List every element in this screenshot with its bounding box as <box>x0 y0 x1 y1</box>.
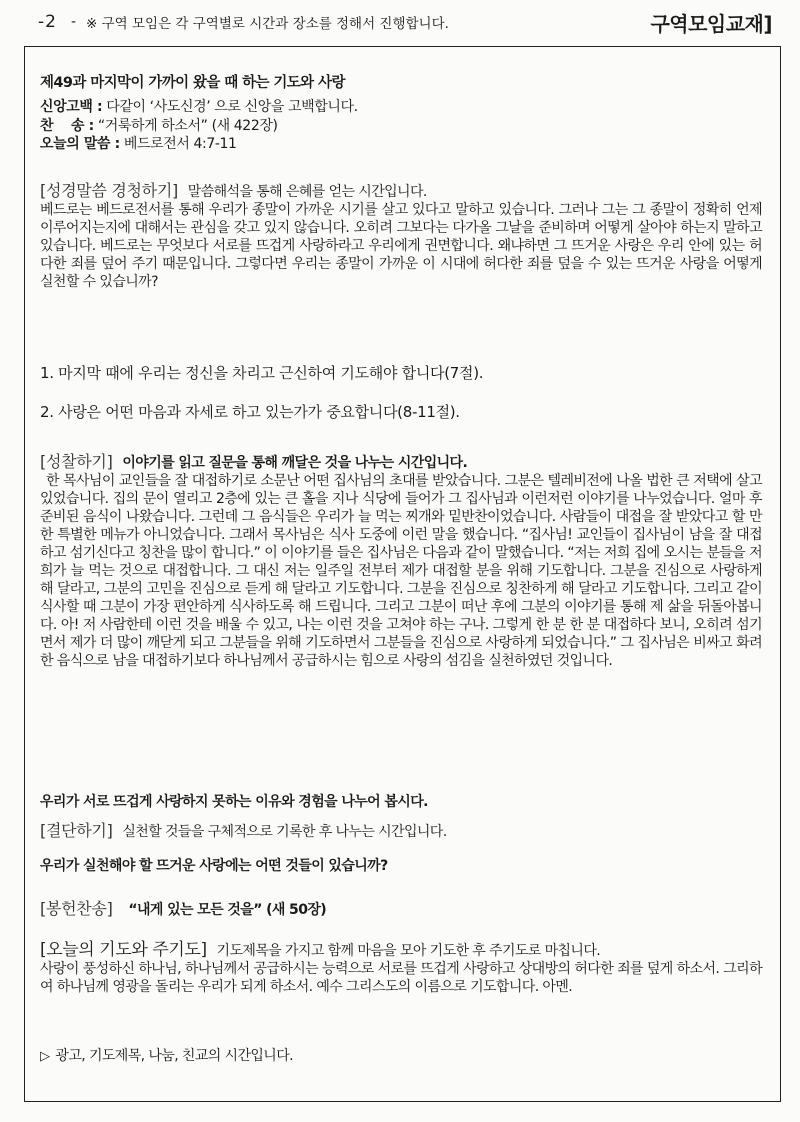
page-number: -2 <box>38 12 57 32</box>
header-notice: ※ 구역 모임은 각 구역별로 시간과 장소를 정해서 진행합니다. <box>86 16 449 32</box>
closing-line <box>40 1047 762 1066</box>
hymn-value: “거룩하게 하소서” (새 422장) <box>97 117 278 134</box>
reflect-question: 우리가 서로 뜨겁게 사랑하지 못하는 이유와 경험을 나누어 봅시다. <box>40 794 428 810</box>
confession-label: 신앙고백 : <box>40 99 103 115</box>
prayer-desc: 기도제목을 가지고 함께 마음을 모아 기도한 후 주기도로 마칩니다. <box>216 943 601 959</box>
decide-heading: [결단하기] <box>40 821 113 840</box>
listen-heading: [성경말씀 경청하기] <box>40 181 178 200</box>
triangle-right-icon: ▷ <box>40 1049 50 1064</box>
reflect-body: 한 목사님이 교인들을 잘 대접하기로 소문난 어떤 집사님의 초대를 받았습니다. 그분은 텔레비전에 나올 법한 큰 저택에 살고 있었습니다. 집의 문이 열리고 2층에 있는 큰 홀을 지나 식당에 들어가 그 집사님과 이런저런 이야기를 나누었습니다. 얼마 후 준비된 음식이 나왔습니다. 그런데 그 음식들은 우리가 늘 먹는 찌개와 밑반찬이었습니다. 사람들이 대접을 잘 받았다고 할 만한 특별한 메뉴가 아니었습니다. 그래서 목사님은 식사 도중에 이런 말을 했습니다. “집사님! 교인들이 집사님이 남을 잘 대접하고 섬기신다고 칭찬을 많이 합니다.” 이 이야기를 들은 집사님은 다음과 같이 말했습니다. “저는 저희 집에 오시는 분들을 저희가 늘 먹는 것으로 대접합니다. 그 대신 저는 일주일 전부터 제가 대접할 분을 위해 기도합니다. 그분을 진심으로 사랑하게 해 달라고, 그분의 고민을 진심으로 듣게 해 달라고 기도합니다. 그분을 진심으로 칭찬하게 해 달라고 기도합니다. 그리고 같이 식사할 때 그분이 가장 편안하게 식사하도록 해 드립니다. 그리고 그분이 떠난 후에 그분의 이야기를 통해 제 삶을 뒤돌아봅니다. 아! 저 사람한테 이런 것을 배울 수 있고, 나는 이런 것을 고쳐야 하는 구나. 그렇게 한 분 한 분 대접하다 보니, 오히려 섬기면서 제가 더 많이 깨닫게 되고 그분들을 위해 기도하면서 그분들을 진심으로 사랑하게 되었습니다.” 그 집사님은 비싸고 화려한 음식으로 남을 대접하기보다 하나님께서 공급하시는 힘으로 사랑의 섬김을 실천하였던 것입니다. <box>40 473 762 669</box>
header-dash: - <box>70 14 77 30</box>
listen-body: 베드로는 베드로전서를 통해 우리가 종말이 가까운 시기를 살고 있다고 말하고 있습니다. 그러나 그는 그 종말이 정확히 언제 이루어지는지에 대해서는 관심을 갖고 있지 않습니다. 오히려 그보다는 다가올 그날을 준비하며 어떻게 살아야 하는지 말하고 있습니다. 베드로는 무엇보다 서로를 뜨겁게 사랑하라고 우리에게 권면합니다. 왜냐하면 그 뜨거운 사랑은 우리 안에 있는 허다한 죄를 덮어 주기 때문입니다. 그렇다면 우리는 종말이 가까운 이 시대에 허다한 죄를 덮을 수 있는 뜨거운 사랑을 어떻게 실천할 수 있습니까? <box>40 202 762 290</box>
lesson-sheet <box>24 46 781 1102</box>
decide-section <box>40 822 762 841</box>
closing-text: 광고, 기도제목, 나눔, 친교의 시간입니다. <box>55 1048 293 1064</box>
offering-song: “내게 있는 모든 것을” (새 50장) <box>128 902 327 918</box>
confession-value: 다같이 ‘사도신경’ 으로 신앙을 고백합니다. <box>106 99 358 115</box>
brand-title: 구역모임교재] <box>650 11 772 36</box>
hymn-label: 찬 송 : <box>40 117 94 134</box>
offering-heading: [봉헌찬송] <box>40 899 113 918</box>
page-header <box>38 4 772 40</box>
word-value: 베드로전서 4:7-11 <box>123 136 237 152</box>
point-2: 2. 사랑은 어떤 마음과 자세로 하고 있는가가 중요합니다(8-11절). <box>40 403 460 421</box>
decide-desc: 실천할 것들을 구체적으로 기록한 후 나누는 시간입니다. <box>122 824 447 840</box>
word-row <box>40 135 358 154</box>
offering-section <box>40 900 762 919</box>
word-label: 오늘의 말씀 : <box>40 136 120 152</box>
hymn-row <box>40 117 358 136</box>
reflect-desc: 이야기를 읽고 질문을 통해 깨달은 것을 나누는 시간입니다. <box>122 455 468 471</box>
prayer-section <box>40 941 762 996</box>
prayer-body: 사랑이 풍성하신 하나님, 하나님께서 공급하시는 능력으로 서로를 뜨겁게 사랑하고 상대방의 허다한 죄를 덮게 하소서. 그리하여 하나님께 영광을 돌리는 우리가 되게 하소서. 예수 그리스도의 이름으로 기도합니다. 아멘. <box>40 961 762 995</box>
confession-row <box>40 98 358 117</box>
lesson-title: 제49과 마지막이 가까이 왔을 때 하는 기도와 사랑 <box>40 75 345 91</box>
lesson-meta <box>40 98 358 154</box>
decide-question: 우리가 실천해야 할 뜨거운 사랑에는 어떤 것들이 있습니까? <box>40 858 388 874</box>
listen-section <box>40 182 762 291</box>
listen-desc: 말씀해석을 통해 은혜를 얻는 시간입니다. <box>187 184 427 200</box>
reflect-heading: [성찰하기] <box>40 452 113 471</box>
reflect-section <box>40 453 762 670</box>
prayer-heading: [오늘의 기도와 주기도] <box>40 940 207 960</box>
point-1: 1. 마지막 때에 우리는 정신을 차리고 근신하여 기도해야 합니다(7절). <box>40 364 484 382</box>
